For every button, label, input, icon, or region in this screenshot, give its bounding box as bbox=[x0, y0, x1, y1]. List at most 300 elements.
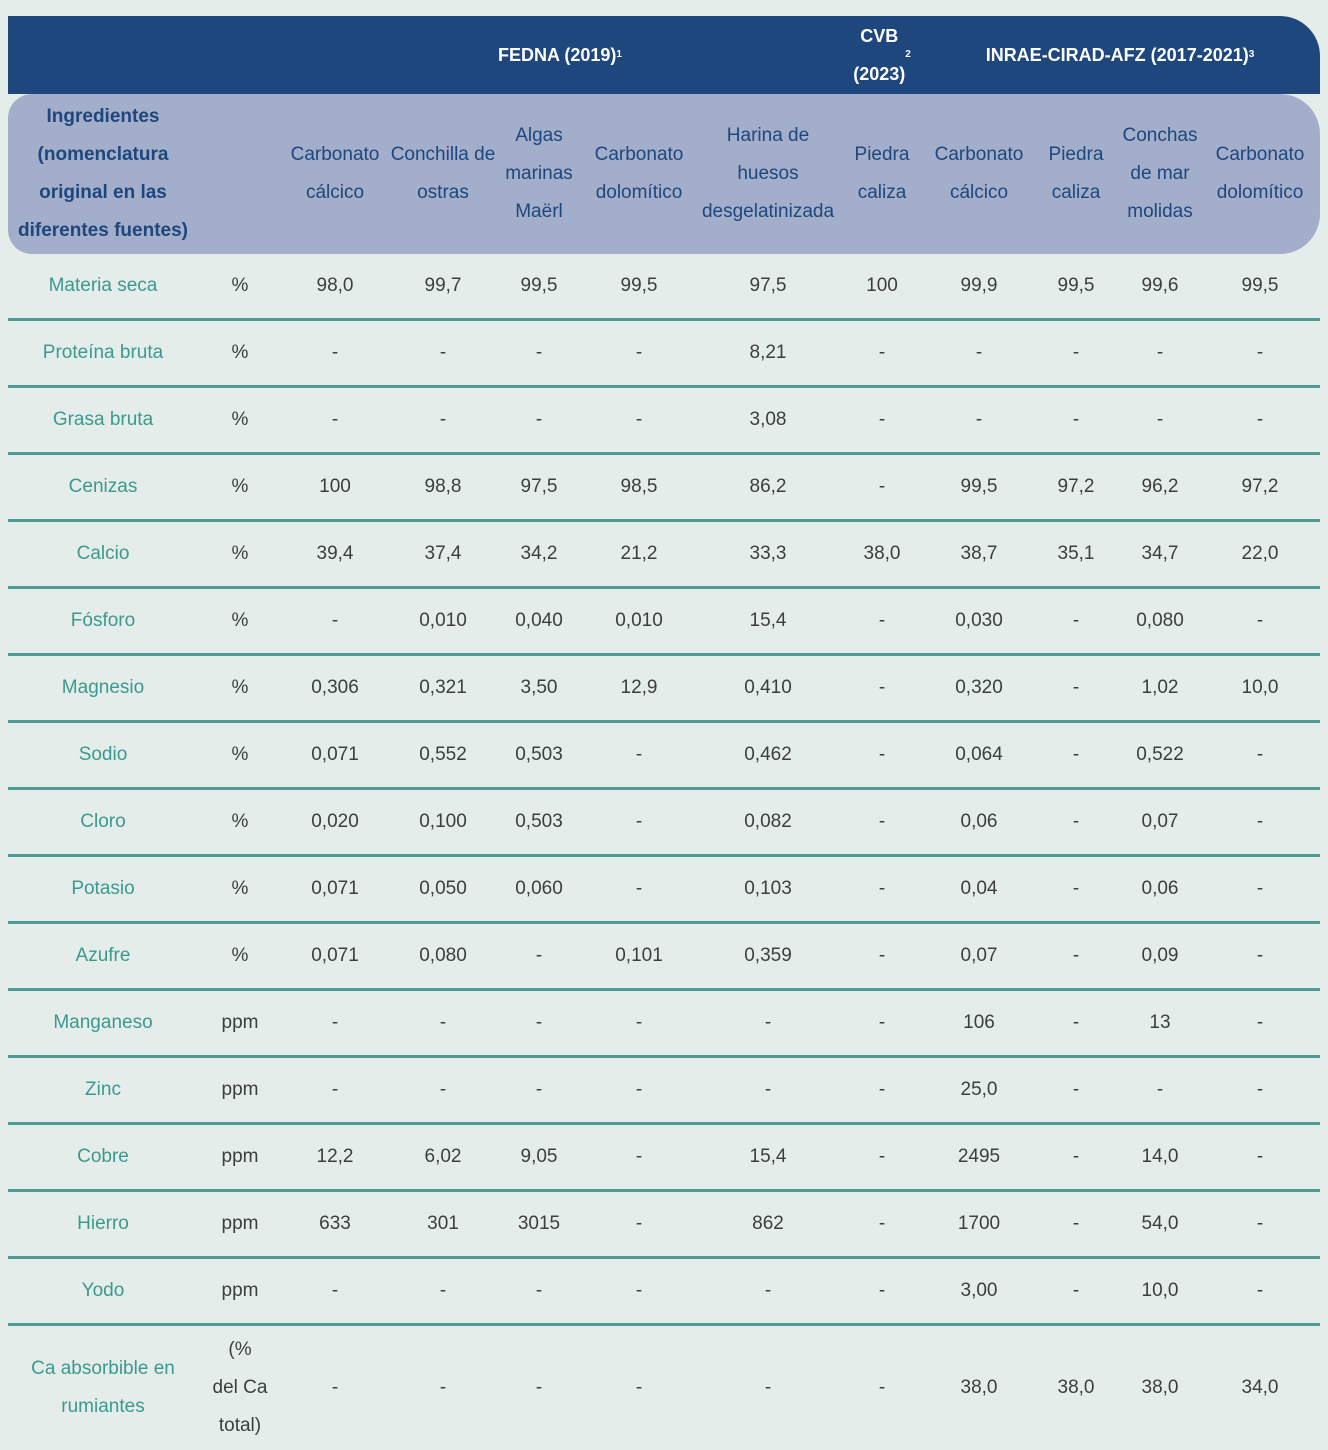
value-cell bbox=[498, 388, 580, 452]
cell-text: 98,0 bbox=[316, 275, 354, 296]
unit-cell bbox=[198, 1192, 282, 1256]
cell-text: - bbox=[635, 1280, 643, 1301]
cell-text: 99,5 bbox=[620, 275, 658, 296]
cell-text: 0,503 bbox=[515, 811, 563, 832]
value-cell bbox=[1120, 656, 1200, 720]
cell-text: 98,5 bbox=[620, 476, 658, 497]
cell-text: % bbox=[231, 811, 249, 832]
value-cell bbox=[926, 1058, 1032, 1122]
cell-text: 100 bbox=[866, 275, 898, 296]
table-row bbox=[8, 790, 1320, 857]
ingredient-column-header bbox=[8, 94, 198, 254]
ingredient-column-header-10 bbox=[1200, 94, 1320, 254]
value-cell bbox=[388, 857, 498, 921]
cell-text: - bbox=[1072, 878, 1080, 899]
value-cell bbox=[388, 254, 498, 318]
cell-text: Proteína bruta bbox=[42, 342, 164, 363]
cell-text: - bbox=[1072, 744, 1080, 765]
source-label: FEDNA (2019) bbox=[498, 45, 617, 65]
value-cell bbox=[498, 455, 580, 519]
value-cell bbox=[580, 924, 698, 988]
ingredient-column-header-4 bbox=[580, 94, 698, 254]
cell-text: - bbox=[1072, 342, 1080, 363]
cell-text: - bbox=[535, 1012, 543, 1033]
cell-text: 0,410 bbox=[744, 677, 792, 698]
nutrient-name bbox=[8, 589, 198, 653]
cell-text: Manganeso bbox=[53, 1012, 153, 1033]
value-cell bbox=[1200, 656, 1320, 720]
value-cell bbox=[282, 1192, 388, 1256]
cell-text: Materia seca bbox=[48, 275, 158, 296]
value-cell bbox=[1200, 924, 1320, 988]
value-cell bbox=[282, 924, 388, 988]
cell-text: - bbox=[1256, 878, 1264, 899]
cell-text: 37,4 bbox=[424, 543, 462, 564]
value-cell bbox=[698, 1326, 838, 1450]
cell-text: 0,07 bbox=[960, 945, 998, 966]
value-cell bbox=[1032, 723, 1120, 787]
value-cell bbox=[1120, 790, 1200, 854]
cell-text: 301 bbox=[427, 1213, 459, 1234]
cell-text: 99,5 bbox=[1241, 275, 1279, 296]
cell-text: 8,21 bbox=[749, 342, 787, 363]
value-cell bbox=[838, 723, 926, 787]
value-cell bbox=[1032, 1192, 1120, 1256]
source-header bbox=[8, 16, 1320, 94]
value-cell bbox=[926, 924, 1032, 988]
value-cell bbox=[1032, 522, 1120, 586]
cell-text: 106 bbox=[963, 1012, 995, 1033]
value-cell bbox=[282, 254, 388, 318]
value-cell bbox=[580, 1326, 698, 1450]
unit-cell bbox=[198, 723, 282, 787]
value-cell bbox=[282, 1125, 388, 1189]
cell-text: - bbox=[439, 1280, 447, 1301]
value-cell bbox=[1200, 991, 1320, 1055]
value-cell bbox=[498, 723, 580, 787]
cell-text: 25,0 bbox=[960, 1079, 998, 1100]
cell-text: - bbox=[331, 610, 339, 631]
cell-text: 99,5 bbox=[520, 275, 558, 296]
table-row bbox=[8, 924, 1320, 991]
value-cell bbox=[698, 388, 838, 452]
unit-cell bbox=[198, 388, 282, 452]
value-cell bbox=[926, 388, 1032, 452]
value-cell bbox=[282, 1058, 388, 1122]
value-cell bbox=[1120, 1192, 1200, 1256]
value-cell bbox=[498, 321, 580, 385]
value-cell bbox=[698, 991, 838, 1055]
cell-text: - bbox=[1072, 1280, 1080, 1301]
cell-text: - bbox=[878, 677, 886, 698]
cell-text: 54,0 bbox=[1141, 1213, 1179, 1234]
value-cell bbox=[388, 589, 498, 653]
value-cell bbox=[926, 1125, 1032, 1189]
value-cell bbox=[388, 321, 498, 385]
value-cell bbox=[1120, 455, 1200, 519]
cell-text: - bbox=[878, 1280, 886, 1301]
value-cell bbox=[580, 522, 698, 586]
value-cell bbox=[580, 388, 698, 452]
cell-text: 0,040 bbox=[515, 610, 563, 631]
unit-cell bbox=[198, 254, 282, 318]
value-cell bbox=[282, 455, 388, 519]
cell-text: 34,7 bbox=[1141, 543, 1179, 564]
cell-text: - bbox=[764, 1377, 772, 1398]
source-fedna: FEDNA (2019) 1 bbox=[400, 16, 720, 94]
cell-text: Zinc bbox=[85, 1079, 121, 1100]
column-header-label: Carbonato cálcico bbox=[290, 144, 380, 203]
cell-text: 22,0 bbox=[1241, 543, 1279, 564]
value-cell bbox=[498, 656, 580, 720]
table-row bbox=[8, 1125, 1320, 1192]
value-cell bbox=[388, 522, 498, 586]
cell-text: - bbox=[1256, 811, 1264, 832]
value-cell bbox=[838, 924, 926, 988]
cell-text: 99,7 bbox=[424, 275, 462, 296]
ingredient-column-header-1 bbox=[282, 94, 388, 254]
table-row bbox=[8, 1192, 1320, 1259]
cell-text: - bbox=[331, 1280, 339, 1301]
value-cell bbox=[1200, 522, 1320, 586]
cell-text: 97,5 bbox=[520, 476, 558, 497]
cell-text: 97,5 bbox=[749, 275, 787, 296]
ingredient-column-header-7 bbox=[926, 94, 1032, 254]
cell-text: 0,321 bbox=[419, 677, 467, 698]
nutrient-name bbox=[8, 656, 198, 720]
cell-text: Grasa bruta bbox=[52, 409, 154, 430]
unit-column-header bbox=[198, 94, 282, 254]
value-cell bbox=[838, 857, 926, 921]
cell-text: - bbox=[878, 342, 886, 363]
unit-cell bbox=[198, 857, 282, 921]
value-cell bbox=[1120, 991, 1200, 1055]
cell-text: - bbox=[535, 945, 543, 966]
cell-text: ppm bbox=[221, 1213, 259, 1234]
value-cell bbox=[580, 1192, 698, 1256]
cell-text: - bbox=[1256, 744, 1264, 765]
cell-text: % bbox=[231, 543, 249, 564]
value-cell bbox=[838, 254, 926, 318]
column-header-label: Algas marinas Maërl bbox=[505, 125, 573, 222]
value-cell bbox=[698, 723, 838, 787]
value-cell bbox=[1120, 1058, 1200, 1122]
cell-text: 0,06 bbox=[960, 811, 998, 832]
cell-text: 1,02 bbox=[1141, 677, 1179, 698]
value-cell bbox=[1120, 1259, 1200, 1323]
cell-text: 0,462 bbox=[744, 744, 792, 765]
nutrient-name bbox=[8, 723, 198, 787]
cell-text: Hierro bbox=[77, 1213, 129, 1234]
value-cell bbox=[282, 321, 388, 385]
value-cell bbox=[1120, 924, 1200, 988]
cell-text: 0,522 bbox=[1136, 744, 1184, 765]
cell-text: - bbox=[535, 342, 543, 363]
column-header-label: Ingredientes (nomenclatura original en las diferentes fuentes) bbox=[18, 106, 188, 241]
nutrient-name bbox=[8, 254, 198, 318]
value-cell bbox=[498, 254, 580, 318]
cell-text: - bbox=[1156, 1079, 1164, 1100]
cell-text: 3,00 bbox=[960, 1280, 998, 1301]
cell-text: 98,8 bbox=[424, 476, 462, 497]
cell-text: ppm bbox=[221, 1012, 259, 1033]
cell-text: 33,3 bbox=[749, 543, 787, 564]
source-label: INRAE-CIRAD-AFZ (2017-2021) bbox=[985, 45, 1249, 65]
value-cell bbox=[498, 1326, 580, 1450]
cell-text: - bbox=[764, 1280, 772, 1301]
cell-text: % bbox=[231, 342, 249, 363]
cell-text: 0,06 bbox=[1141, 878, 1179, 899]
cell-text: % bbox=[231, 275, 249, 296]
value-cell bbox=[698, 790, 838, 854]
value-cell bbox=[838, 1125, 926, 1189]
value-cell bbox=[1120, 388, 1200, 452]
cell-text: 1700 bbox=[957, 1213, 1001, 1234]
cell-text: - bbox=[331, 1377, 339, 1398]
table-row bbox=[8, 388, 1320, 455]
value-cell bbox=[1200, 589, 1320, 653]
cell-text: ppm bbox=[221, 1079, 259, 1100]
cell-text: 0,320 bbox=[955, 677, 1003, 698]
cell-text: Magnesio bbox=[61, 677, 145, 698]
value-cell bbox=[1120, 254, 1200, 318]
cell-text: - bbox=[1072, 811, 1080, 832]
cell-text: 0,060 bbox=[515, 878, 563, 899]
unit-cell bbox=[198, 1125, 282, 1189]
table-row bbox=[8, 656, 1320, 723]
cell-text: - bbox=[635, 1146, 643, 1167]
cell-text: ppm bbox=[221, 1280, 259, 1301]
value-cell bbox=[282, 656, 388, 720]
value-cell bbox=[388, 1326, 498, 1450]
cell-text: 0,359 bbox=[744, 945, 792, 966]
value-cell bbox=[1200, 857, 1320, 921]
value-cell bbox=[1200, 254, 1320, 318]
value-cell bbox=[388, 723, 498, 787]
cell-text: 97,2 bbox=[1057, 476, 1095, 497]
cell-text: - bbox=[635, 811, 643, 832]
cell-text: 0,020 bbox=[311, 811, 359, 832]
value-cell bbox=[1120, 321, 1200, 385]
cell-text: - bbox=[635, 1079, 643, 1100]
cell-text: 3,08 bbox=[749, 409, 787, 430]
value-cell bbox=[1032, 656, 1120, 720]
cell-text: - bbox=[878, 811, 886, 832]
value-cell bbox=[1032, 857, 1120, 921]
value-cell bbox=[1032, 321, 1120, 385]
unit-cell bbox=[198, 1058, 282, 1122]
value-cell bbox=[1200, 1259, 1320, 1323]
cell-text: - bbox=[535, 1079, 543, 1100]
value-cell bbox=[580, 991, 698, 1055]
cell-text: % bbox=[231, 677, 249, 698]
value-cell bbox=[388, 1192, 498, 1256]
ingredient-column-header-6 bbox=[838, 94, 926, 254]
cell-text: 13 bbox=[1149, 1012, 1171, 1033]
cell-text: - bbox=[878, 1146, 886, 1167]
cell-text: 0,010 bbox=[615, 610, 663, 631]
nutrient-table bbox=[8, 16, 1320, 1450]
cell-text: - bbox=[635, 342, 643, 363]
cell-text: 0,030 bbox=[955, 610, 1003, 631]
cell-text: 34,0 bbox=[1241, 1377, 1279, 1398]
value-cell bbox=[282, 790, 388, 854]
cell-text: 99,9 bbox=[960, 275, 998, 296]
cell-text: - bbox=[975, 342, 983, 363]
cell-text: - bbox=[439, 342, 447, 363]
cell-text: 0,071 bbox=[311, 878, 359, 899]
cell-text: Sodio bbox=[78, 744, 128, 765]
value-cell bbox=[926, 1326, 1032, 1450]
value-cell bbox=[282, 589, 388, 653]
value-cell bbox=[1200, 321, 1320, 385]
unit-cell bbox=[198, 1326, 282, 1450]
nutrient-name bbox=[8, 1125, 198, 1189]
cell-text: 862 bbox=[752, 1213, 784, 1234]
value-cell bbox=[580, 455, 698, 519]
value-cell bbox=[838, 1259, 926, 1323]
value-cell bbox=[698, 321, 838, 385]
cell-text: 97,2 bbox=[1241, 476, 1279, 497]
cell-text: % bbox=[231, 409, 249, 430]
column-header-label: Piedra caliza bbox=[1048, 144, 1104, 203]
value-cell bbox=[282, 388, 388, 452]
cell-text: 38,0 bbox=[1141, 1377, 1179, 1398]
table-row bbox=[8, 254, 1320, 321]
cell-text: - bbox=[1072, 1146, 1080, 1167]
unit-cell bbox=[198, 455, 282, 519]
cell-text: % bbox=[231, 878, 249, 899]
cell-text: % bbox=[231, 610, 249, 631]
value-cell bbox=[838, 1058, 926, 1122]
nutrient-name bbox=[8, 1058, 198, 1122]
cell-text: % bbox=[231, 945, 249, 966]
cell-text: 0,101 bbox=[615, 945, 663, 966]
value-cell bbox=[388, 388, 498, 452]
table-body bbox=[8, 254, 1320, 1450]
unit-cell bbox=[198, 991, 282, 1055]
cell-text: 0,09 bbox=[1141, 945, 1179, 966]
table-row bbox=[8, 857, 1320, 924]
value-cell bbox=[580, 321, 698, 385]
value-cell bbox=[498, 589, 580, 653]
value-cell bbox=[498, 1058, 580, 1122]
cell-text: - bbox=[878, 476, 886, 497]
cell-text: 6,02 bbox=[424, 1146, 462, 1167]
cell-text: - bbox=[1256, 1280, 1264, 1301]
cell-text: Calcio bbox=[76, 543, 130, 564]
unit-cell bbox=[198, 1259, 282, 1323]
value-cell bbox=[926, 1192, 1032, 1256]
cell-text: - bbox=[1256, 1146, 1264, 1167]
nutrient-name bbox=[8, 1326, 198, 1450]
cell-text: % bbox=[231, 744, 249, 765]
value-cell bbox=[838, 589, 926, 653]
cell-text: 0,103 bbox=[744, 878, 792, 899]
value-cell bbox=[926, 321, 1032, 385]
cell-text: - bbox=[439, 1012, 447, 1033]
cell-text: - bbox=[878, 945, 886, 966]
column-header-label: Carbonato dolomítico bbox=[594, 144, 684, 203]
cell-text: 86,2 bbox=[749, 476, 787, 497]
value-cell bbox=[838, 455, 926, 519]
unit-cell bbox=[198, 589, 282, 653]
value-cell bbox=[698, 589, 838, 653]
value-cell bbox=[1120, 1326, 1200, 1450]
value-cell bbox=[388, 656, 498, 720]
nutrient-name bbox=[8, 1192, 198, 1256]
value-cell bbox=[838, 790, 926, 854]
value-cell bbox=[698, 924, 838, 988]
cell-text: - bbox=[1256, 1213, 1264, 1234]
nutrient-name bbox=[8, 1259, 198, 1323]
cell-text: - bbox=[1072, 1213, 1080, 1234]
cell-text: 0,04 bbox=[960, 878, 998, 899]
value-cell bbox=[698, 1125, 838, 1189]
cell-text: - bbox=[975, 409, 983, 430]
ingredient-column-header-2 bbox=[388, 94, 498, 254]
value-cell bbox=[1032, 1058, 1120, 1122]
cell-text: - bbox=[331, 1079, 339, 1100]
cell-text: - bbox=[331, 409, 339, 430]
value-cell bbox=[926, 656, 1032, 720]
value-cell bbox=[1032, 1326, 1120, 1450]
value-cell bbox=[580, 857, 698, 921]
column-header-label: Carbonato cálcico bbox=[934, 144, 1024, 203]
value-cell bbox=[282, 723, 388, 787]
value-cell bbox=[580, 790, 698, 854]
value-cell bbox=[698, 254, 838, 318]
value-cell bbox=[580, 656, 698, 720]
value-cell bbox=[838, 522, 926, 586]
value-cell bbox=[926, 254, 1032, 318]
value-cell bbox=[698, 857, 838, 921]
ingredient-column-header-8 bbox=[1032, 94, 1120, 254]
column-header-label: Harina de huesos desgelatinizada bbox=[701, 125, 835, 222]
nutrient-name bbox=[8, 455, 198, 519]
value-cell bbox=[282, 857, 388, 921]
value-cell bbox=[838, 991, 926, 1055]
value-cell bbox=[498, 522, 580, 586]
cell-text: 0,064 bbox=[955, 744, 1003, 765]
value-cell bbox=[580, 723, 698, 787]
cell-text: Fósforo bbox=[70, 610, 136, 631]
value-cell bbox=[388, 1259, 498, 1323]
value-cell bbox=[498, 1259, 580, 1323]
cell-text: - bbox=[878, 1079, 886, 1100]
table-row bbox=[8, 589, 1320, 656]
table-row bbox=[8, 1259, 1320, 1326]
cell-text: 99,5 bbox=[960, 476, 998, 497]
table-row bbox=[8, 321, 1320, 388]
value-cell bbox=[1200, 1125, 1320, 1189]
value-cell bbox=[698, 522, 838, 586]
cell-text: 3015 bbox=[517, 1213, 561, 1234]
value-cell bbox=[838, 656, 926, 720]
value-cell bbox=[1200, 388, 1320, 452]
value-cell bbox=[580, 1058, 698, 1122]
ingredient-column-header-3 bbox=[498, 94, 580, 254]
cell-text: 12,2 bbox=[316, 1146, 354, 1167]
cell-text: 2495 bbox=[957, 1146, 1001, 1167]
unit-cell bbox=[198, 790, 282, 854]
value-cell bbox=[838, 321, 926, 385]
value-cell bbox=[1200, 723, 1320, 787]
value-cell bbox=[926, 455, 1032, 519]
cell-text: - bbox=[535, 1280, 543, 1301]
value-cell bbox=[1120, 522, 1200, 586]
value-cell bbox=[1120, 1125, 1200, 1189]
